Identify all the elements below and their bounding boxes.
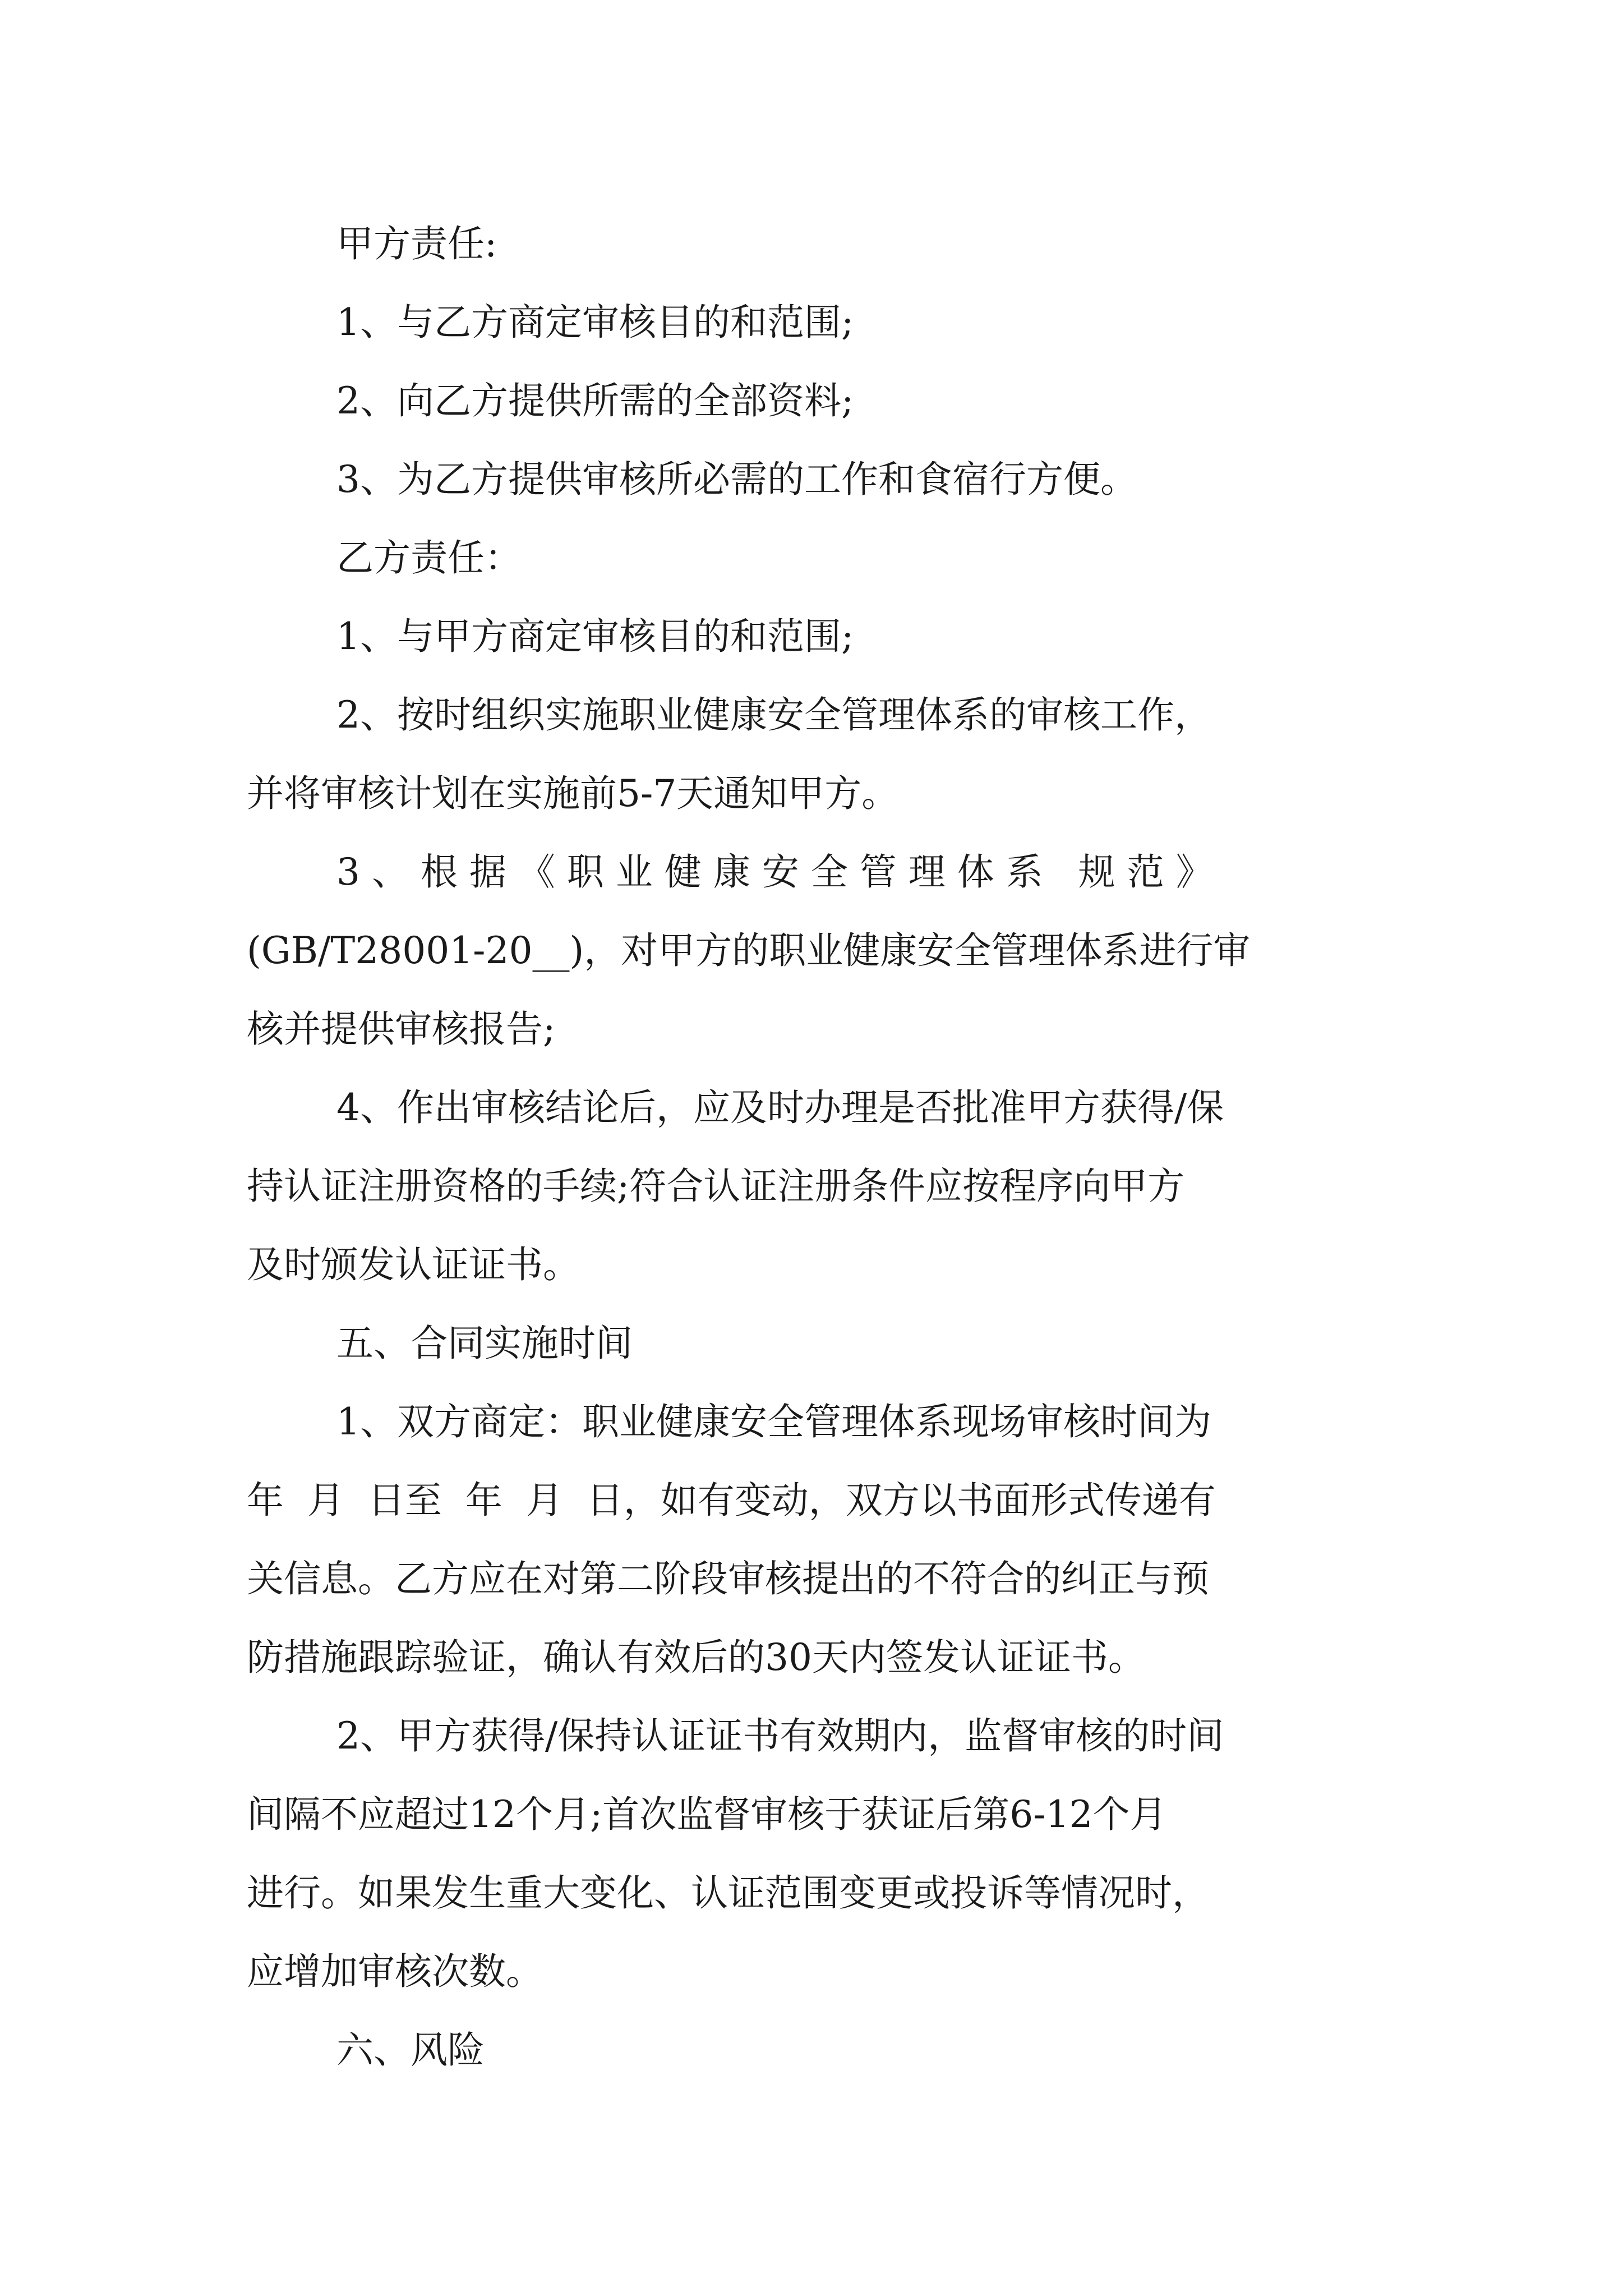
contract-time-item-2-line-2: 间隔不应超过12个月;首次监督审核于获证后第6-12个月 (247, 1793, 1167, 1836)
contract-time-item-2-line-1: 2、甲方获得/保持认证证书有效期内，监督审核的时间 (336, 1714, 1224, 1757)
party-b-item-3-line-3: 核并提供审核报告; (247, 1007, 556, 1051)
contract-time-item-1-line-3: 关信息。乙方应在对第二阶段审核提出的不符合的纠正与预 (247, 1557, 1209, 1600)
party-b-item-4-line-1: 4、作出审核结论后，应及时办理是否批准甲方获得/保 (336, 1086, 1224, 1129)
party-b-item-4-line-3: 及时颁发认证证书。 (247, 1243, 580, 1286)
section-heading-party-a: 甲方责任: (336, 222, 497, 265)
party-b-item-2-line-2: 并将审核计划在实施前5-7天通知甲方。 (247, 772, 899, 815)
section-heading-contract-time: 五、合同实施时间 (336, 1322, 633, 1365)
section-heading-party-b: 乙方责任： (336, 536, 522, 579)
party-b-item-1: 1、与甲方商定审核目的和范围; (336, 615, 854, 658)
party-a-item-3: 3、为乙方提供审核所必需的工作和食宿行方便。 (336, 458, 1137, 501)
contract-time-item-2-line-4: 应增加审核次数。 (247, 1950, 543, 1993)
contract-time-item-1-line-1: 1、双方商定：职业健康安全管理体系现场审核时间为 (336, 1400, 1211, 1443)
party-a-item-2: 2、向乙方提供所需的全部资料; (336, 379, 854, 422)
party-b-item-3-line-1: 3 、 根 据 《 职 业 健 康 安 全 管 理 体 系 规 范 》 (336, 850, 1213, 894)
section-heading-risk: 六、风险 (336, 2028, 485, 2072)
party-b-item-2-line-1: 2、按时组织实施职业健康安全管理体系的审核工作， (336, 693, 1211, 737)
party-a-item-1: 1、与乙方商定审核目的和范围; (336, 301, 854, 344)
contract-time-item-1-line-4: 防措施跟踪验证，确认有效后的30天内签发认证证书。 (247, 1636, 1145, 1679)
party-b-item-3-line-2: (GB/T28001-20__)，对甲方的职业健康安全管理体系进行审 (247, 929, 1251, 972)
party-b-item-4-line-2: 持认证注册资格的手续;符合认证注册条件应按程序向甲方 (247, 1165, 1185, 1208)
contract-time-item-1-line-2: 年 月 日至 年 月 日，如有变动，双方以书面形式传递有 (247, 1479, 1216, 1522)
contract-time-item-2-line-3: 进行。如果发生重大变化、认证范围变更或投诉等情况时， (247, 1871, 1209, 1915)
